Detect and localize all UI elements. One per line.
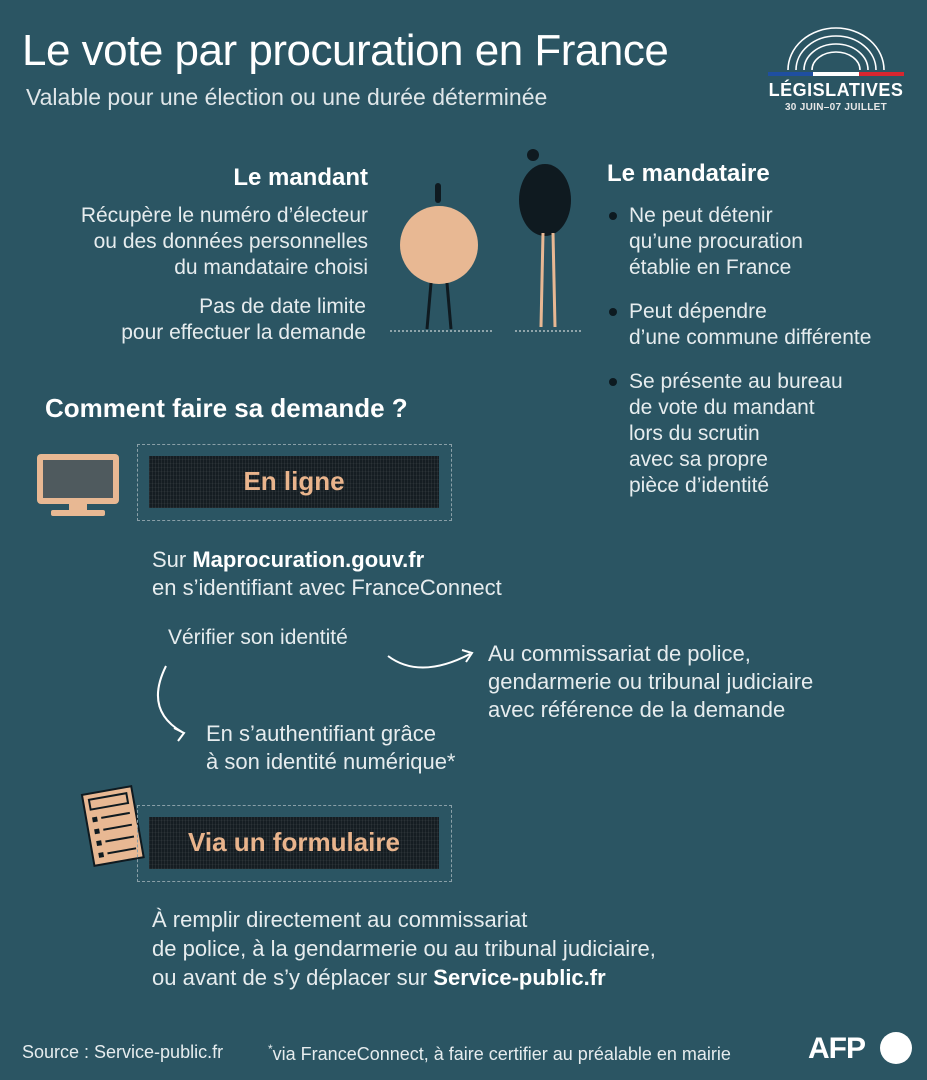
mandant-text-line: Pas de date limite <box>199 295 366 318</box>
bullet-line: Peut dépendre <box>629 300 767 323</box>
bullet-line: Ne peut détenir <box>629 204 773 227</box>
verify-identity: Vérifier son identité <box>168 626 348 649</box>
bullet-line: de vote du mandant <box>629 396 815 419</box>
mandant-text-1 <box>20 203 368 281</box>
bullet-line: pièce d’identité <box>629 474 770 497</box>
option-police <box>488 640 813 724</box>
option-digital <box>206 720 456 776</box>
mandant-text-2 <box>20 294 366 346</box>
bullet-line: établie en France <box>629 256 792 279</box>
mandant-text-line: ou des données personnelles <box>93 230 368 253</box>
footnote-mark: * <box>268 1042 273 1056</box>
form-line: À remplir directement au commissariat <box>152 907 528 932</box>
online-site-link[interactable]: Maprocuration.gouv.fr <box>192 547 425 572</box>
figures-illustration <box>385 145 585 345</box>
online-prefix: Sur <box>152 547 193 572</box>
form-line: de police, à la gendarmerie ou au tribunal judiciaire, <box>152 936 656 961</box>
computer-monitor-icon <box>35 452 121 520</box>
bullet-item <box>607 299 917 351</box>
page-title: Le vote par procuration en France <box>22 26 669 75</box>
form-line <box>152 963 656 992</box>
option-police-line: avec référence de la demande <box>488 697 786 722</box>
afp-logo-circle-icon <box>880 1032 912 1064</box>
online-method-box <box>137 444 452 521</box>
assembly-arcs-icon <box>766 22 906 82</box>
form-line-prefix: ou avant de s’y déplacer sur <box>152 965 434 990</box>
how-heading: Comment faire sa demande ? <box>45 393 408 423</box>
footnote-text: via FranceConnect, à faire certifier au préalable en mairie <box>272 1044 731 1064</box>
source-text: Source : Service-public.fr <box>22 1042 224 1062</box>
bullet-item <box>607 203 917 281</box>
mandant-text-line: du mandataire choisi <box>174 256 368 279</box>
page-subtitle: Valable pour une élection ou une durée déterminée <box>26 84 548 110</box>
badge-dates: 30 JUIN–07 JUILLET <box>784 102 888 113</box>
online-method-bar <box>149 456 439 508</box>
option-digital-line: à son identité numérique* <box>206 749 456 774</box>
badge-title: LÉGISLATIVES <box>768 80 904 100</box>
legislatives-badge <box>766 22 906 122</box>
mandant-text-line: pour effectuer la demande <box>121 321 366 344</box>
mandataire-bullets <box>607 203 917 513</box>
online-line-2: en s’identifiant avec FranceConnect <box>152 575 502 600</box>
bullet-line: Se présente au bureau <box>629 370 843 393</box>
mandant-text-line: Récupère le numéro d’électeur <box>80 204 368 227</box>
option-police-line: Au commissariat de police, <box>488 641 751 666</box>
form-method-box <box>137 805 452 882</box>
option-digital-line: En s’authentifiant grâce <box>206 721 436 746</box>
online-method-label: En ligne <box>243 466 345 496</box>
bullet-line: qu’une procuration <box>629 230 803 253</box>
bullet-line: d’une commune différente <box>629 326 872 349</box>
online-line-1 <box>152 546 502 574</box>
footnote <box>268 1042 731 1065</box>
bullet-line: avec sa propre <box>629 448 768 471</box>
form-method-label: Via un formulaire <box>188 827 400 857</box>
bullet-line: lors du scrutin <box>629 422 760 445</box>
option-police-line: gendarmerie ou tribunal judiciaire <box>488 669 814 694</box>
mandataire-heading: Le mandataire <box>607 160 770 187</box>
bullet-item <box>607 369 917 499</box>
form-instructions <box>152 905 656 992</box>
form-method-bar <box>149 817 439 869</box>
mandant-heading: Le mandant <box>233 164 368 191</box>
online-instructions <box>152 546 502 602</box>
form-site-link[interactable]: Service-public.fr <box>433 965 606 990</box>
afp-logo-text: AFP <box>808 1032 865 1065</box>
